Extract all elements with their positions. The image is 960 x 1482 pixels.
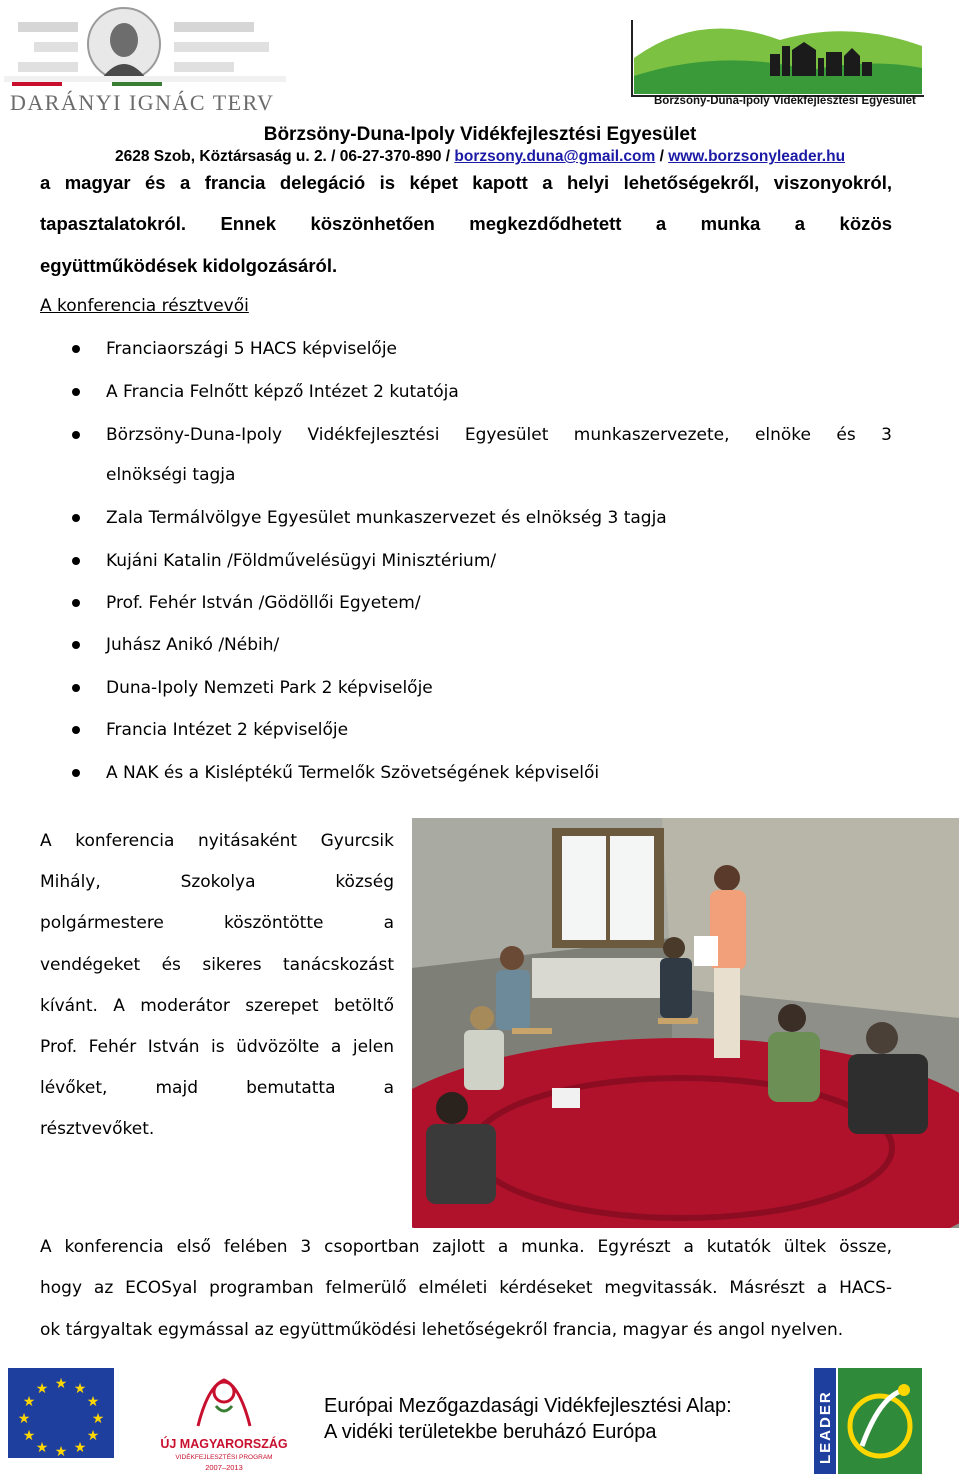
intro-line-2: tapasztalatokról. Ennek köszönhetően megkezdődhetett a munka a közös (40, 213, 892, 234)
opening-line: Mihály, Szokolya község (40, 872, 394, 892)
svg-text:★: ★ (35, 1381, 49, 1397)
opening-line: A konferencia nyitásaként Gyurcsik (40, 831, 394, 851)
bullet (72, 557, 80, 565)
svg-text:★: ★ (17, 1411, 31, 1427)
svg-text:★: ★ (54, 1444, 68, 1458)
svg-text:★: ★ (35, 1440, 49, 1456)
opening-line: lévőket, majd bemutatta a (40, 1078, 394, 1098)
bullet (72, 726, 80, 734)
svg-text:★: ★ (54, 1376, 68, 1392)
opening-line: vendégeket és sikeres tanácskozást (40, 955, 394, 975)
leader-text: LEADER (817, 1390, 834, 1464)
eafrd-title: Európai Mezőgazdasági Vidékfejlesztési Alap: (324, 1395, 732, 1417)
svg-text:★: ★ (86, 1428, 100, 1444)
contact-separator: / (655, 148, 669, 165)
svg-text:★: ★ (22, 1394, 36, 1410)
svg-text:★: ★ (91, 1411, 105, 1427)
list-item: Prof. Fehér István /Gödöllői Egyetem/ (106, 593, 421, 613)
opening-line: kívánt. A moderátor szerepet betöltő (40, 996, 394, 1016)
umft-subtitle: VIDÉKFEJLESZTÉSI PROGRAM (175, 1454, 273, 1461)
list-item: Duna-Ipoly Nemzeti Park 2 képviselője (106, 678, 433, 698)
leader-logo (812, 1366, 924, 1476)
opening-line: résztvevőket. (40, 1119, 155, 1139)
bullet (72, 684, 80, 692)
svg-text:★: ★ (73, 1381, 87, 1397)
list-item: Zala Termálvölgye Egyesület munkaszervezet és elnökség 3 tagja (106, 508, 667, 528)
bdi-egyesulet-logo (630, 18, 926, 108)
closing-line: ok tárgyaltak egymással az együttműködési lehetőségekről francia, magyar és angol nyelven. (40, 1320, 844, 1340)
list-item: Börzsöny-Duna-Ipoly Vidékfejlesztési Egyesület munkaszervezete, elnöke és 3 (106, 425, 892, 445)
address-text: 2628 Szob, Köztársaság u. 2. / 06-27-370-890 / (114, 148, 455, 165)
svg-text:★: ★ (73, 1440, 87, 1456)
bullet (72, 388, 80, 396)
svg-text:★: ★ (22, 1428, 36, 1444)
bullet (72, 641, 80, 649)
organization-contact (0, 148, 960, 166)
bullet (72, 514, 80, 522)
website-link[interactable]: www.borzsonyleader.hu (668, 148, 846, 165)
list-item: Kujáni Katalin /Földművelésügyi Minisztérium/ (106, 551, 497, 571)
daranyi-ignac-terv-logo (4, 2, 286, 114)
opening-line: polgármestere köszöntötte a (40, 913, 394, 933)
daranyi-logo-text: DARÁNYI IGNÁC TERV (10, 90, 275, 114)
participants-heading: A konferencia résztvevői (40, 296, 249, 316)
eafrd-slogan: A vidéki területekbe beruházó Európa (324, 1421, 657, 1443)
intro-line-1: a magyar és a francia delegáció is képet kapott a helyi lehetőségekről, viszonyokról, (40, 172, 892, 193)
svg-text:★: ★ (86, 1394, 100, 1410)
list-item: Francia Intézet 2 képviselője (106, 720, 349, 740)
bullet (72, 599, 80, 607)
email-link[interactable]: borzsony.duna@gmail.com (454, 148, 656, 165)
list-item: Juhász Anikó /Nébih/ (106, 635, 280, 655)
intro-line-3: együttműködések kidolgozásáról. (40, 255, 338, 276)
bullet (72, 431, 80, 439)
list-item: A NAK és a Kisléptékű Termelők Szövetségének képviselői (106, 763, 600, 783)
opening-line: Prof. Fehér István is üdvözölte a jelen (40, 1037, 394, 1057)
closing-line: hogy az ECOSyal programban felmerülő elméleti kérdéseket megvitassák. Másrészt a HACS- (40, 1278, 892, 1298)
organization-name: Börzsöny-Duna-Ipoly Vidékfejlesztési Egyesület (263, 124, 697, 145)
closing-line: A konferencia első felében 3 csoportban zajlott a munka. Egyrészt a kutatók ültek össze, (40, 1237, 892, 1257)
list-item: A Francia Felnőtt képző Intézet 2 kutatója (106, 382, 459, 402)
list-item-continuation: elnökségi tagja (106, 465, 236, 485)
uj-magyarorszag-logo (158, 1366, 290, 1476)
umft-title: ÚJ MAGYARORSZÁG (160, 1437, 288, 1451)
bullet (72, 769, 80, 777)
conference-photo (412, 818, 959, 1228)
umft-years: 2007–2013 (205, 1463, 243, 1472)
list-item: Franciaországi 5 HACS képviselője (106, 339, 398, 359)
bullet (72, 345, 80, 353)
bdi-logo-text: Börzsöny-Duna-Ipoly Vidékfejlesztési Egyesület (654, 95, 916, 107)
eu-flag-logo (8, 1368, 114, 1458)
